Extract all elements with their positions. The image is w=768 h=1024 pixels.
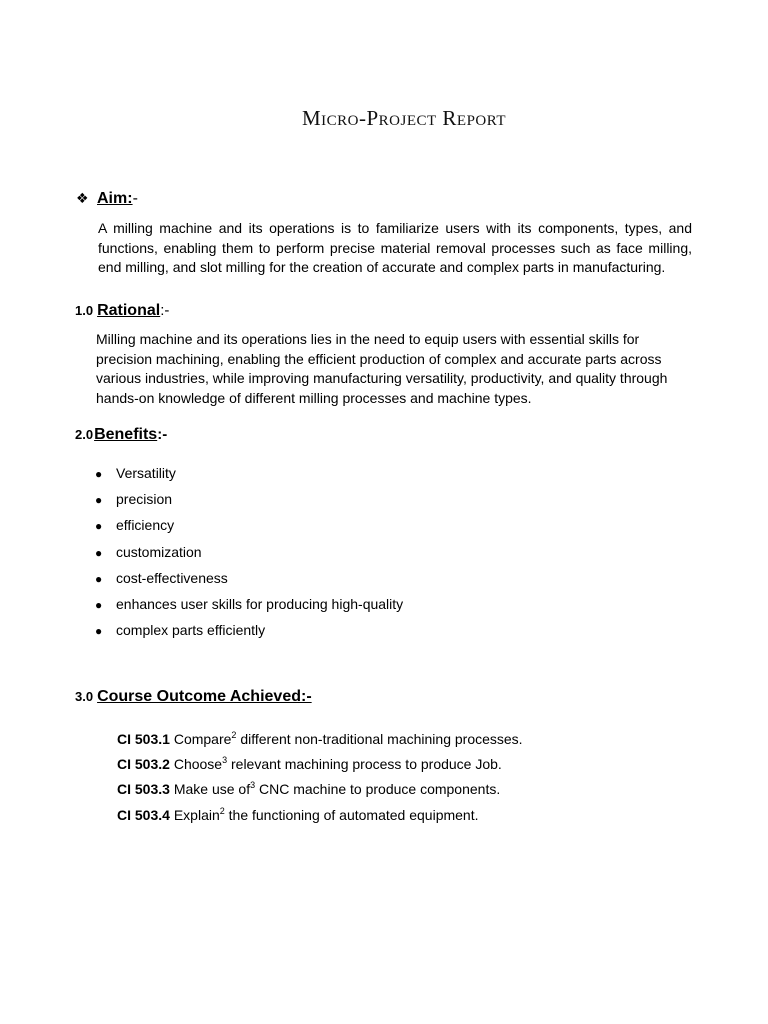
list-item (95, 594, 403, 620)
bullet-icon: ● (95, 493, 103, 508)
aim-heading (76, 190, 138, 208)
outcome-text: the functioning of automated equipment. (224, 806, 479, 823)
outcome-verb: Compare (173, 731, 232, 747)
rational-paragraph: Milling machine and its operations lies in the need to equip users with essential skills for precision machining, enabling the efficient production of complex and accurate parts across various industries, while improving manufacturing versatility, productivity, and quality through hands-on knowledge of different milling processes and machine types. (96, 331, 668, 406)
course-outcome-list (117, 729, 523, 830)
outcome-item (117, 805, 523, 830)
course-outcome-label: Course Outcome Achieved:- (97, 688, 312, 705)
benefit-text: enhances user skills for producing high-quality (116, 595, 404, 612)
outcome-verb: Make use of (173, 781, 251, 798)
list-item (95, 568, 403, 594)
course-outcome-heading (75, 688, 312, 706)
benefit-text: Versatility (116, 465, 176, 481)
benefit-text: cost-effectiveness (116, 569, 228, 586)
bullet-icon: ● (95, 467, 103, 481)
section-number: 2.0 (75, 427, 94, 442)
outcome-text: relevant machining process to produce Job. (227, 756, 502, 773)
aim-suffix: - (132, 190, 138, 207)
bullet-icon: ● (95, 597, 103, 612)
list-item (95, 620, 403, 646)
bullet-icon: ● (95, 624, 103, 639)
diamond-bullet-icon: ❖ (76, 190, 89, 206)
list-item (95, 542, 403, 568)
outcome-text: CNC machine to produce components. (255, 781, 501, 798)
outcome-item (117, 754, 523, 779)
outcome-level: 2 (219, 805, 225, 816)
outcome-level: 3 (250, 780, 256, 791)
benefit-text: precision (116, 491, 173, 508)
rational-heading (75, 302, 169, 320)
benefit-text: customization (116, 543, 202, 560)
page-title: Micro-Project Report (301, 106, 507, 130)
outcome-code: CI 503.1 (117, 731, 170, 747)
rational-suffix: :- (160, 302, 170, 319)
benefits-suffix: :- (157, 426, 168, 443)
benefit-text: complex parts efficiently (116, 622, 266, 639)
outcome-code: CI 503.3 (117, 781, 170, 798)
outcome-level: 2 (231, 730, 237, 740)
list-item (95, 463, 403, 489)
bullet-icon: ● (95, 545, 103, 560)
outcome-verb: Choose (173, 756, 223, 773)
list-item (95, 515, 403, 541)
aim-paragraph: A milling machine and its operations is to familiarize users with its components, types, and functions, enabling them to perform precise material removal processes such as face milling, end milling, and slot milling for the creation of accurate and complex parts in manufacturing. (98, 220, 692, 275)
outcome-code: CI 503.2 (117, 756, 170, 773)
bullet-icon: ● (95, 571, 103, 586)
outcome-text: different non-traditional machining processes. (236, 731, 523, 747)
outcome-verb: Explain (173, 806, 220, 823)
outcome-item (117, 779, 523, 804)
aim-label: Aim: (97, 190, 133, 207)
bullet-icon: ● (95, 519, 103, 534)
outcome-item (117, 729, 523, 754)
section-number: 1.0 (75, 303, 94, 318)
section-number: 3.0 (75, 689, 94, 704)
outcome-level: 3 (222, 755, 228, 766)
benefits-list (95, 463, 403, 646)
outcome-code: CI 503.4 (117, 806, 170, 823)
benefit-text: efficiency (116, 517, 175, 534)
list-item (95, 489, 403, 515)
benefits-label: Benefits (94, 426, 158, 443)
benefits-heading (75, 426, 167, 444)
rational-label: Rational (97, 302, 161, 319)
